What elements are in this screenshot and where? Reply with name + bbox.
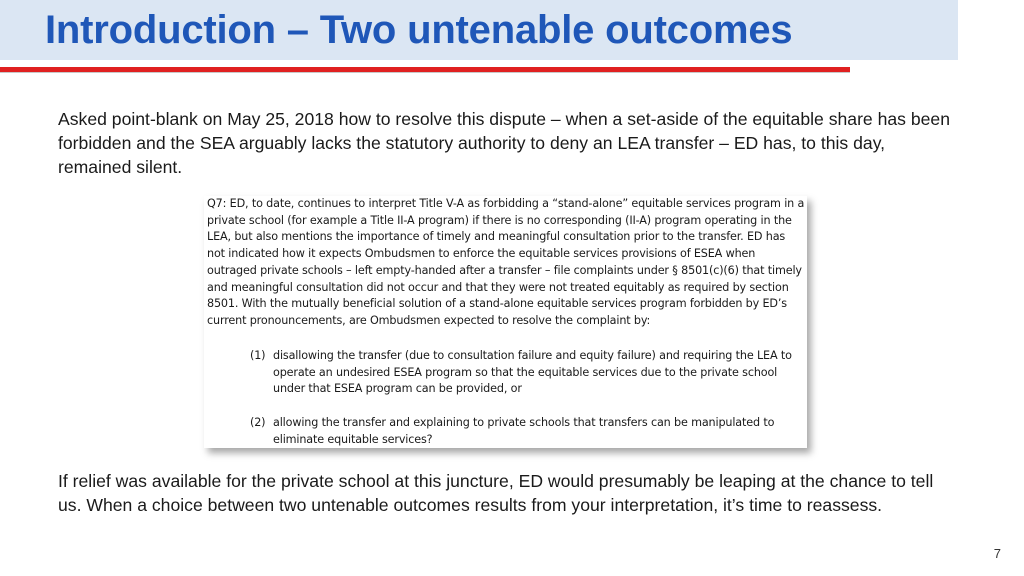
- quote-option-2: [250, 415, 806, 448]
- quote-intro-text: Q7: ED, to date, continues to interpret Title V-A as forbidding a “stand-alone” equitable services program in a private school (for example a Title II-A program) if there is no corresponding (II-A) program operating in the LEA, but also mentions the importance of timely and meaningful consultation prior to the transfer. ED has not indicated how it expects Ombudsmen to enforce the equitable services provisions of ESEA when outraged private schools – left empty-handed after a transfer – file complaints under § 8501(c)(6) that timely and meaningful consultation did not occur and that they were not treated equitably as required by section 8501. With the mutually beneficial solution of a stand-alone equitable services program forbidden by ED’s current pronouncements, are Ombudsmen expected to resolve the complaint by:: [207, 197, 805, 327]
- quote-option-1: [250, 348, 806, 398]
- conclusion-paragraph: If relief was available for the private school at this juncture, ED would presumably be leaping at the chance to tell us. When a choice between two untenable outcomes results from your interpretation, it’s time to reassess.: [58, 471, 934, 515]
- title-underline-shadow: [0, 72, 850, 73]
- quote-option-text: disallowing the transfer (due to consultation failure and equity failure) and requiring the LEA to operate an undesired ESEA program so that the equitable services due to the private school under that ESEA program can be provided, or: [273, 349, 792, 396]
- quoted-question-image: [204, 196, 807, 448]
- slide-title: Introduction – Two untenable outcomes: [45, 8, 793, 52]
- intro-paragraph: Asked point-blank on May 25, 2018 how to resolve this dispute – when a set-aside of the equitable share has been forbidden and the SEA arguably lacks the statutory authority to deny an LEA transfer – ED has, to this day, remained silent.: [58, 109, 950, 177]
- page-number: 7: [993, 546, 1001, 561]
- quote-option-text: allowing the transfer and explaining to private schools that transfers can be manipulated to eliminate equitable services?: [273, 416, 775, 446]
- quote-option-number: (1): [250, 349, 266, 362]
- quote-option-number: (2): [250, 416, 266, 429]
